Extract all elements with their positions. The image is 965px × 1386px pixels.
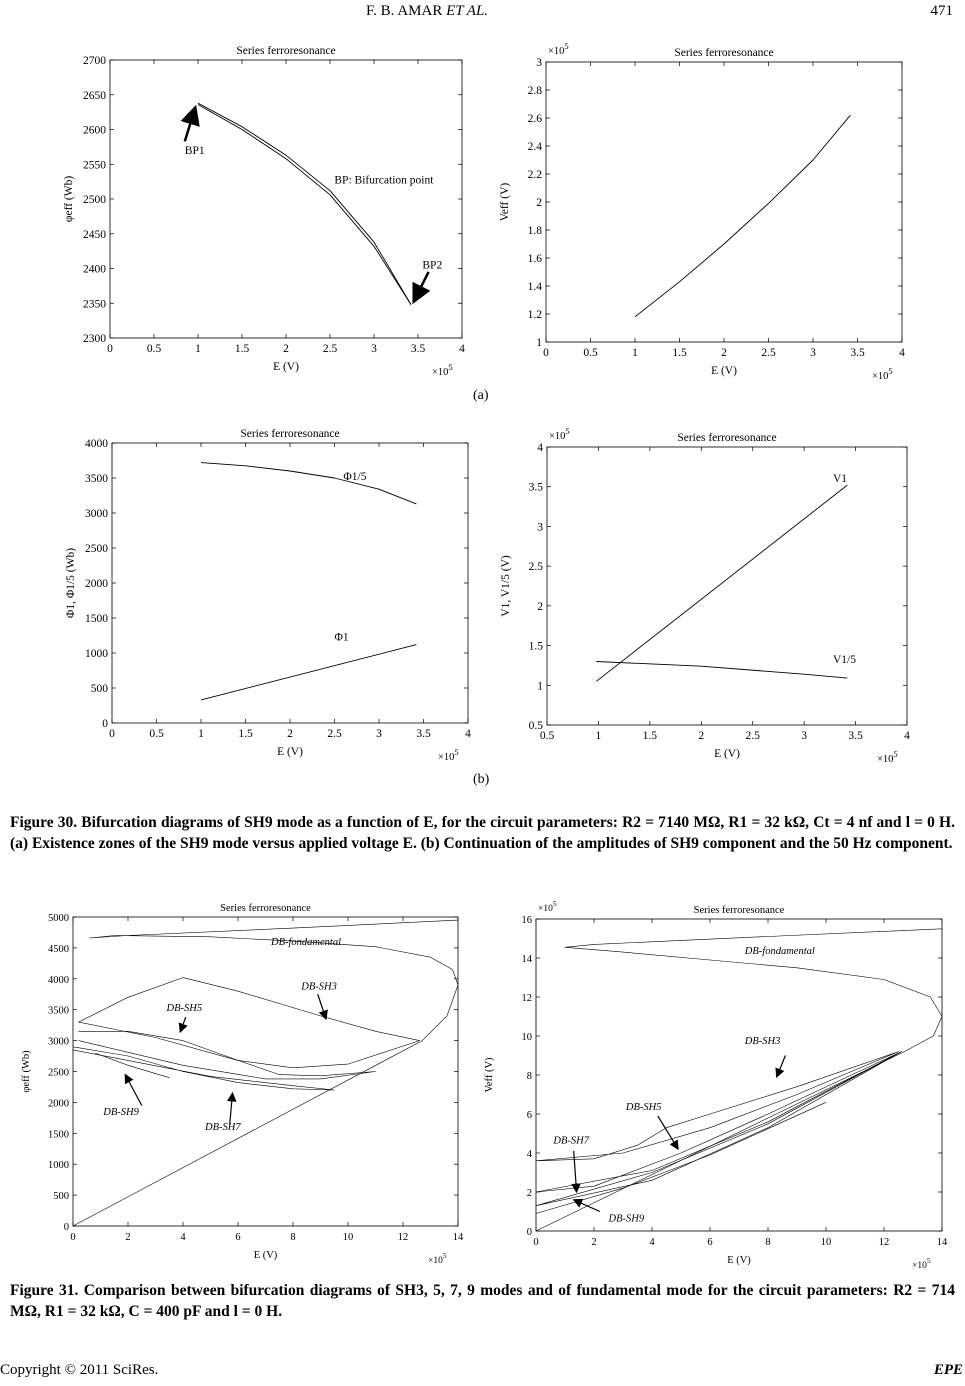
y-tick-label: 5000 xyxy=(48,913,69,924)
x-axis-label: E (V) xyxy=(727,1255,751,1266)
x-tick-label: 1.5 xyxy=(234,343,250,355)
x-tick-label: 1 xyxy=(632,347,638,359)
y-tick-label: 1500 xyxy=(85,613,108,625)
y-tick-label: 1 xyxy=(537,680,543,693)
x-tick-label: 0 xyxy=(543,347,549,359)
y-tick-label: 4000 xyxy=(48,974,69,986)
x-tick-label: 2 xyxy=(591,1237,597,1248)
series-line-V1-5 xyxy=(596,662,847,679)
y-tick-label: 3000 xyxy=(85,508,108,520)
x-axis-label: E (V) xyxy=(273,361,299,373)
annotation-label: Φ1/5 xyxy=(343,471,367,484)
x-tick-label: 3.5 xyxy=(416,728,431,740)
series-line-DB-SH7 xyxy=(73,1047,334,1090)
series-line-V1 xyxy=(596,485,847,681)
y-tick-label: 4 xyxy=(526,1149,532,1160)
annotation-label: BP1 xyxy=(184,144,205,157)
y-tick-label: 12 xyxy=(521,993,532,1004)
y-tick-label: 3000 xyxy=(48,1036,69,1048)
x-tick-label: 2 xyxy=(287,728,293,740)
x-tick-label: 2.5 xyxy=(322,343,338,355)
y-tick-label: 6 xyxy=(526,1110,532,1121)
x-tick-label: 1 xyxy=(195,343,201,355)
y-tick-label: 500 xyxy=(53,1191,69,1203)
x-tick-label: 3.5 xyxy=(410,343,426,355)
annotation-arrow xyxy=(185,107,196,141)
x-tick-label: 4 xyxy=(465,728,471,740)
page-number: 471 xyxy=(930,3,953,19)
y-axis-label: Veff (V) xyxy=(499,182,511,222)
x-tick-label: 2.5 xyxy=(761,347,776,359)
chart-b2 xyxy=(500,426,910,765)
annotation-label: V1/5 xyxy=(832,654,856,667)
annotation-arrow xyxy=(180,1017,186,1032)
y-tick-label: 1.5 xyxy=(528,640,543,653)
y-tick-label: 8 xyxy=(526,1071,532,1082)
y-tick-label: 2300 xyxy=(83,333,106,345)
x-tick-label: 1.5 xyxy=(642,730,658,742)
x-multiplier-exponent: 5 xyxy=(893,749,898,759)
series-line-DB-SH9 xyxy=(536,1102,826,1213)
x-tick-label: 14 xyxy=(936,1237,948,1248)
x-tick-label: 14 xyxy=(452,1232,464,1243)
x-tick-label: 1 xyxy=(198,728,204,740)
x-multiplier-exponent: 5 xyxy=(454,747,459,757)
y-tick-label: 2350 xyxy=(83,298,106,311)
x-tick-label: 3 xyxy=(810,347,816,359)
y-tick-label: 1.6 xyxy=(527,253,542,265)
x-axis-label: E (V) xyxy=(714,748,740,760)
x-tick-label: 2.5 xyxy=(745,730,760,742)
annotation-arrow xyxy=(414,272,429,302)
series-line-DB-fondamental xyxy=(536,929,942,1231)
plot-frame xyxy=(73,917,458,1226)
y-tick-label: 1.2 xyxy=(527,309,542,321)
chart-a1 xyxy=(63,45,465,378)
annotation-label: DB-SH7 xyxy=(205,1122,241,1134)
y-tick-label: 3500 xyxy=(48,1005,69,1017)
y-tick-label: 2.5 xyxy=(528,561,543,574)
chart-c1 xyxy=(21,903,464,1266)
x-tick-label: 0.5 xyxy=(583,347,598,359)
y-multiplier-exponent: 5 xyxy=(552,899,557,908)
y-tick-label: 2.4 xyxy=(527,141,542,153)
y-multiplier-exponent: 5 xyxy=(565,426,570,436)
series-line-branch-1 xyxy=(198,103,411,305)
y-axis-label: φeff (Wb) xyxy=(63,175,75,223)
y-tick-label: 2 xyxy=(526,1188,532,1199)
x-tick-label: 2 xyxy=(698,730,705,742)
y-tick-label: 2400 xyxy=(83,263,106,276)
y-tick-label: 2 xyxy=(537,600,543,613)
y-tick-label: 2450 xyxy=(83,228,106,241)
y-axis-label: Veff (V) xyxy=(484,1057,495,1093)
x-tick-label: 0 xyxy=(533,1237,539,1248)
annotation-arrow xyxy=(658,1116,678,1149)
x-tick-label: 1 xyxy=(595,730,602,742)
y-tick-label: 1.4 xyxy=(527,281,542,293)
y-tick-label: 1000 xyxy=(85,648,108,660)
subfigure-label-b: (b) xyxy=(473,772,490,787)
y-tick-label: 2550 xyxy=(83,159,106,172)
y-tick-label: 0 xyxy=(102,718,108,730)
x-tick-label: 6 xyxy=(707,1237,713,1248)
x-multiplier-exponent: 5 xyxy=(448,362,453,372)
y-multiplier: $\times 10^5$ xyxy=(538,899,557,914)
y-tick-label: 2500 xyxy=(83,194,106,206)
x-multiplier-exponent: 5 xyxy=(926,1256,931,1265)
x-tick-label: 4 xyxy=(904,730,910,742)
x-tick-label: 0 xyxy=(109,728,115,740)
series-line-DB-SH9 xyxy=(95,1053,169,1078)
x-tick-label: 10 xyxy=(820,1237,832,1248)
plot-frame xyxy=(547,447,907,725)
series-line-DB-SH3 xyxy=(536,1052,899,1161)
annotation-arrow xyxy=(230,1093,233,1124)
x-tick-label: 2 xyxy=(125,1232,131,1243)
annotation-label: BP: Bifurcation point xyxy=(334,174,434,187)
x-tick-label: 1.5 xyxy=(672,347,687,359)
x-tick-label: 8 xyxy=(290,1232,296,1243)
y-tick-label: 0 xyxy=(63,1222,69,1233)
chart-title: Series ferroresonance xyxy=(240,428,340,440)
x-tick-label: 4 xyxy=(649,1237,655,1248)
x-tick-label: 3.5 xyxy=(848,730,863,742)
annotation-label: DB-SH3 xyxy=(744,1035,781,1047)
x-axis-label: E (V) xyxy=(277,746,303,758)
x-tick-label: 0 xyxy=(107,343,113,355)
series-line-branch-2 xyxy=(198,105,411,305)
annotation-label: V1 xyxy=(832,472,848,485)
y-tick-label: 14 xyxy=(521,954,532,965)
y-tick-label: 2.6 xyxy=(527,113,542,125)
copyright: Copyright © 2011 SciRes. xyxy=(0,1362,159,1378)
subfigure-label-a: (a) xyxy=(473,388,489,403)
x-multiplier: $\times 10^5$ xyxy=(432,362,453,378)
y-tick-label: 3 xyxy=(536,57,542,69)
y-tick-label: 1000 xyxy=(48,1160,69,1172)
x-tick-label: 3 xyxy=(371,343,377,355)
y-tick-label: 10 xyxy=(521,1032,532,1043)
series-line--1 xyxy=(201,645,416,700)
y-tick-label: 3.5 xyxy=(528,481,543,494)
x-multiplier: $\times 10^5$ xyxy=(872,366,893,382)
x-tick-label: 3 xyxy=(376,728,382,740)
y-multiplier: $\times 10^5$ xyxy=(548,41,569,57)
series-line-DB-SH3 xyxy=(79,978,420,1068)
x-tick-label: 0.5 xyxy=(539,730,555,742)
y-tick-label: 2700 xyxy=(83,55,106,67)
y-tick-label: 4000 xyxy=(85,438,108,450)
y-axis-label: φeff (Wb) xyxy=(21,1050,32,1093)
y-axis-label: V1, V1/5 (V) xyxy=(500,555,512,617)
x-multiplier: $\times 10^5$ xyxy=(912,1256,931,1271)
x-tick-label: 6 xyxy=(235,1232,241,1243)
annotation-arrow xyxy=(125,1075,142,1106)
series-line-DB-fondamental xyxy=(73,920,458,1226)
plot-frame xyxy=(110,60,462,338)
y-tick-label: 4 xyxy=(537,442,543,454)
y-tick-label: 2.2 xyxy=(527,169,542,181)
y-tick-label: 3500 xyxy=(85,473,108,485)
x-tick-label: 12 xyxy=(878,1237,890,1248)
x-tick-label: 2 xyxy=(283,343,289,355)
journal-name: EPE xyxy=(933,1362,963,1378)
series-line-Veff xyxy=(635,115,850,317)
annotation-label: DB-SH5 xyxy=(166,1002,203,1014)
x-tick-label: 4 xyxy=(459,343,465,355)
x-tick-label: 0.5 xyxy=(146,343,162,355)
x-axis-label: E (V) xyxy=(711,365,737,377)
x-tick-label: 12 xyxy=(397,1232,409,1243)
y-axis-label: Φ1, Φ1/5 (Wb) xyxy=(65,547,77,619)
y-tick-label: 2000 xyxy=(85,578,108,590)
x-tick-label: 0.5 xyxy=(149,728,164,740)
annotation-label: Φ1 xyxy=(334,631,349,644)
header-author: F. B. AMAR xyxy=(366,3,443,19)
x-tick-label: 2.5 xyxy=(327,728,342,740)
figure-30-caption: Figure 30. Bifurcation diagrams of SH9 mode as a function of E, for the circuit parameters: R2 = 7140 MΩ, R1 = 32 kΩ, Ct = 4 nf and l = 0 H. (a) Existence zones of the SH9 mode versus applied voltage E. (b) Continuation of the amplitudes of SH9 component and the 50 Hz component. xyxy=(10,814,955,852)
y-tick-label: 2600 xyxy=(83,124,106,137)
plot-frame xyxy=(546,62,902,342)
y-tick-label: 2650 xyxy=(83,89,106,102)
x-tick-label: 1.5 xyxy=(238,728,253,740)
x-tick-label: 3.5 xyxy=(850,347,865,359)
x-multiplier: $\times 10^5$ xyxy=(438,747,459,763)
annotation-label: DB-fondamental xyxy=(744,946,815,958)
x-tick-label: 8 xyxy=(765,1237,771,1248)
annotation-label: DB-SH3 xyxy=(301,981,337,993)
annotation-arrow xyxy=(777,1056,786,1077)
annotation-label: DB-SH5 xyxy=(625,1102,662,1114)
y-tick-label: 0.5 xyxy=(528,720,543,732)
y-tick-label: 0 xyxy=(526,1227,532,1238)
chart-b1 xyxy=(65,428,471,763)
y-tick-label: 2000 xyxy=(48,1098,69,1110)
x-tick-label: 2 xyxy=(721,347,727,359)
annotation-label: DB-SH9 xyxy=(103,1106,139,1118)
chart-a2 xyxy=(499,41,905,382)
y-tick-label: 2 xyxy=(536,197,542,209)
x-multiplier: $\times 10^5$ xyxy=(877,749,898,765)
annotation-label: DB-fondamental xyxy=(271,936,341,948)
x-axis-label: E (V) xyxy=(253,1250,278,1261)
annotation-label: DB-SH7 xyxy=(553,1135,589,1147)
y-tick-label: 2500 xyxy=(48,1067,69,1079)
chart-title: Series ferroresonance xyxy=(674,47,774,59)
chart-title: Series ferroresonance xyxy=(236,45,336,57)
plot-frame xyxy=(112,443,468,723)
y-tick-label: 2.8 xyxy=(527,85,542,97)
x-tick-label: 10 xyxy=(342,1232,354,1243)
y-tick-label: 1.8 xyxy=(527,225,542,237)
x-multiplier-exponent: 5 xyxy=(888,366,893,376)
x-tick-label: 4 xyxy=(180,1232,186,1243)
y-tick-label: 3 xyxy=(537,521,543,534)
x-tick-label: 4 xyxy=(899,347,905,359)
series-line--1-5 xyxy=(201,463,416,504)
header-et-al: ET AL. xyxy=(446,3,489,19)
x-tick-label: 3 xyxy=(801,730,808,742)
y-multiplier: $\times 10^5$ xyxy=(549,426,570,442)
chart-title: Series ferroresonance xyxy=(220,903,311,914)
x-tick-label: 0 xyxy=(70,1232,76,1243)
x-multiplier: $\times 10^5$ xyxy=(428,1251,447,1266)
chart-title: Series ferroresonance xyxy=(677,432,777,444)
chart-c2 xyxy=(484,899,948,1271)
annotation-label: DB-SH9 xyxy=(608,1213,645,1225)
y-tick-label: 1500 xyxy=(48,1129,69,1141)
y-tick-label: 4500 xyxy=(48,943,69,955)
x-multiplier-exponent: 5 xyxy=(442,1251,447,1260)
series-line-DB-SH5 xyxy=(536,1052,901,1192)
y-tick-label: 16 xyxy=(521,915,532,926)
plot-frame xyxy=(536,919,942,1231)
y-tick-label: 2500 xyxy=(85,543,108,555)
y-tick-label: 1 xyxy=(536,337,542,349)
y-tick-label: 500 xyxy=(90,683,108,695)
series-line-DB-SH7 xyxy=(536,1052,901,1206)
figure-31-caption: Figure 31. Comparison between bifurcation diagrams of SH3, 5, 7, 9 modes and of fundamental mode for the circuit parameters: R2 = 714 MΩ, R1 = 32 kΩ, C = 400 pF and l = 0 H. xyxy=(10,1282,955,1320)
annotation-label: BP2 xyxy=(422,259,443,272)
chart-title: Series ferroresonance xyxy=(693,905,785,916)
y-multiplier-exponent: 5 xyxy=(564,41,569,51)
